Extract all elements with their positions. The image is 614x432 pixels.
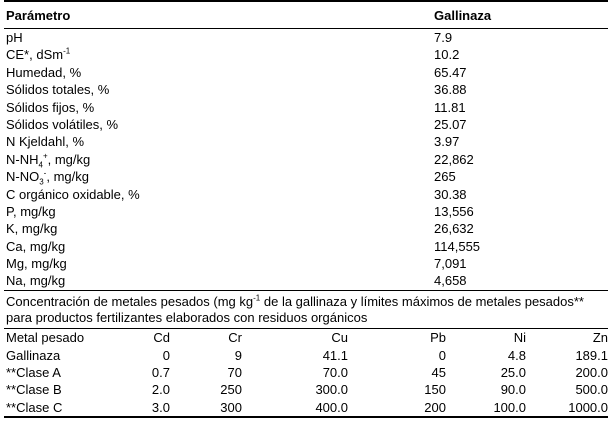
parameter-value: 3.97: [434, 134, 460, 150]
parameters-list: [4, 29, 608, 290]
bottom-rule: [4, 416, 608, 418]
parameter-row: [4, 272, 608, 289]
header-gallinaza: Gallinaza: [434, 7, 492, 23]
parameter-row: [4, 116, 608, 133]
parameter-row: [4, 186, 608, 203]
parameter-row: [4, 238, 608, 255]
parameter-value: 4,658: [434, 273, 467, 289]
parameter-name: CE*, dSm$^{-1}$: [6, 47, 71, 63]
metals-cell: 25.0: [500, 365, 526, 381]
parameter-row: [4, 203, 608, 220]
parameter-name: Na, mg/kg: [6, 273, 66, 289]
metals-cell: 2.0: [151, 382, 170, 398]
parameter-row: [4, 46, 608, 63]
metals-cell: 90.0: [500, 382, 526, 398]
parameter-value: 10.2: [434, 47, 460, 63]
metals-header-cell: Ni: [513, 330, 526, 346]
metals-cell: 400.0: [315, 399, 348, 415]
metals-header-cell: Pb: [430, 330, 446, 346]
metals-cell: 70.0: [322, 365, 348, 381]
parameter-row: [4, 133, 608, 150]
parameter-name: Sólidos fijos, %: [6, 99, 95, 115]
parameter-value: 26,632: [434, 221, 474, 237]
parameter-name: $N-NH_4^+$, mg/kg: [6, 151, 91, 170]
metals-row: [4, 381, 608, 398]
metals-cell: 1000.0: [568, 399, 608, 415]
parameter-value: 265: [434, 169, 456, 185]
metals-cell: 0: [438, 347, 446, 363]
metals-header-row: [4, 329, 608, 347]
parameter-name: P, mg/kg: [6, 203, 56, 219]
parameter-name: Mg, mg/kg: [6, 256, 67, 272]
metals-cell: 0: [162, 347, 170, 363]
metals-row-label: Gallinaza: [6, 347, 61, 363]
metals-cell: 150: [424, 382, 446, 398]
parameter-name: K, mg/kg: [6, 221, 58, 237]
metals-cell: 300: [220, 399, 242, 415]
parameter-value: 114,555: [434, 238, 481, 254]
metals-table: [4, 329, 608, 416]
metals-header-cell: Cd: [153, 330, 170, 346]
parameter-name: Sólidos volátiles, %: [6, 116, 118, 132]
parameter-row: [4, 168, 608, 185]
parameter-name: Humedad, %: [6, 64, 82, 80]
metals-cell: 4.8: [507, 347, 526, 363]
metals-header-cell: Cu: [331, 330, 348, 346]
document-table: [4, 0, 608, 418]
metals-cell: 300.0: [315, 382, 348, 398]
metals-header-label: Metal pesado: [6, 330, 85, 346]
metals-cell: 41.1: [322, 347, 348, 363]
parameter-name: $N-NO_3^-$, mg/kg: [6, 168, 89, 187]
parameter-value: 36.88: [434, 82, 467, 98]
parameter-row: [4, 99, 608, 116]
metals-row-label: **Clase C: [6, 399, 63, 415]
header-parameter: Parámetro: [6, 7, 71, 23]
metals-cell: 100.0: [493, 399, 526, 415]
metals-cell: 200.0: [575, 365, 608, 381]
metals-cell: 3.0: [151, 399, 170, 415]
metals-body: [4, 347, 608, 416]
parameter-value: 65.47: [434, 64, 467, 80]
parameter-value: 22,862: [434, 151, 474, 167]
parameter-row: [4, 81, 608, 98]
metals-cell: 189.1: [575, 347, 608, 363]
parameter-name: Sólidos totales, %: [6, 82, 110, 98]
parameter-value: 7.9: [434, 30, 453, 45]
parameter-value: 13,556: [434, 203, 474, 219]
metals-cell: 70: [227, 365, 242, 381]
metals-cell: 250: [220, 382, 242, 398]
parameter-name: C orgánico oxidable, %: [6, 186, 140, 202]
parameter-row: [4, 151, 608, 168]
parameter-row: [4, 64, 608, 81]
metals-header-cell: Zn: [592, 330, 608, 346]
parameter-row: [4, 220, 608, 237]
metals-row: [4, 399, 608, 416]
metals-cell: 500.0: [575, 382, 608, 398]
parameter-value: 25.07: [434, 116, 467, 132]
parameter-name: pH: [6, 30, 23, 45]
table-header: [4, 2, 608, 28]
parameter-value: 30.38: [434, 186, 467, 202]
parameter-value: 7,091: [434, 256, 467, 272]
metals-cell: 0.7: [151, 365, 170, 381]
metals-cell: 45: [431, 365, 446, 381]
metals-row: [4, 347, 608, 364]
metals-header-cell: Cr: [228, 330, 242, 346]
metals-caption: Concentración de metales pesados (mg $kg^{-1}$ de la gallinaza y límites máximos de metales pesados** para productos fertilizantes elaborados con residuos orgánicos: [6, 293, 584, 325]
parameter-row: [4, 255, 608, 272]
metals-cell: 9: [234, 347, 242, 363]
parameter-name: Ca, mg/kg: [6, 238, 66, 254]
parameter-value: 11.81: [434, 99, 466, 115]
parameter-row: [4, 29, 608, 46]
metals-row-label: **Clase A: [6, 365, 61, 381]
metals-row: [4, 364, 608, 381]
metals-row-label: **Clase B: [6, 382, 62, 398]
metals-cell: 200: [424, 399, 446, 415]
parameter-name: N Kjeldahl, %: [6, 134, 85, 150]
